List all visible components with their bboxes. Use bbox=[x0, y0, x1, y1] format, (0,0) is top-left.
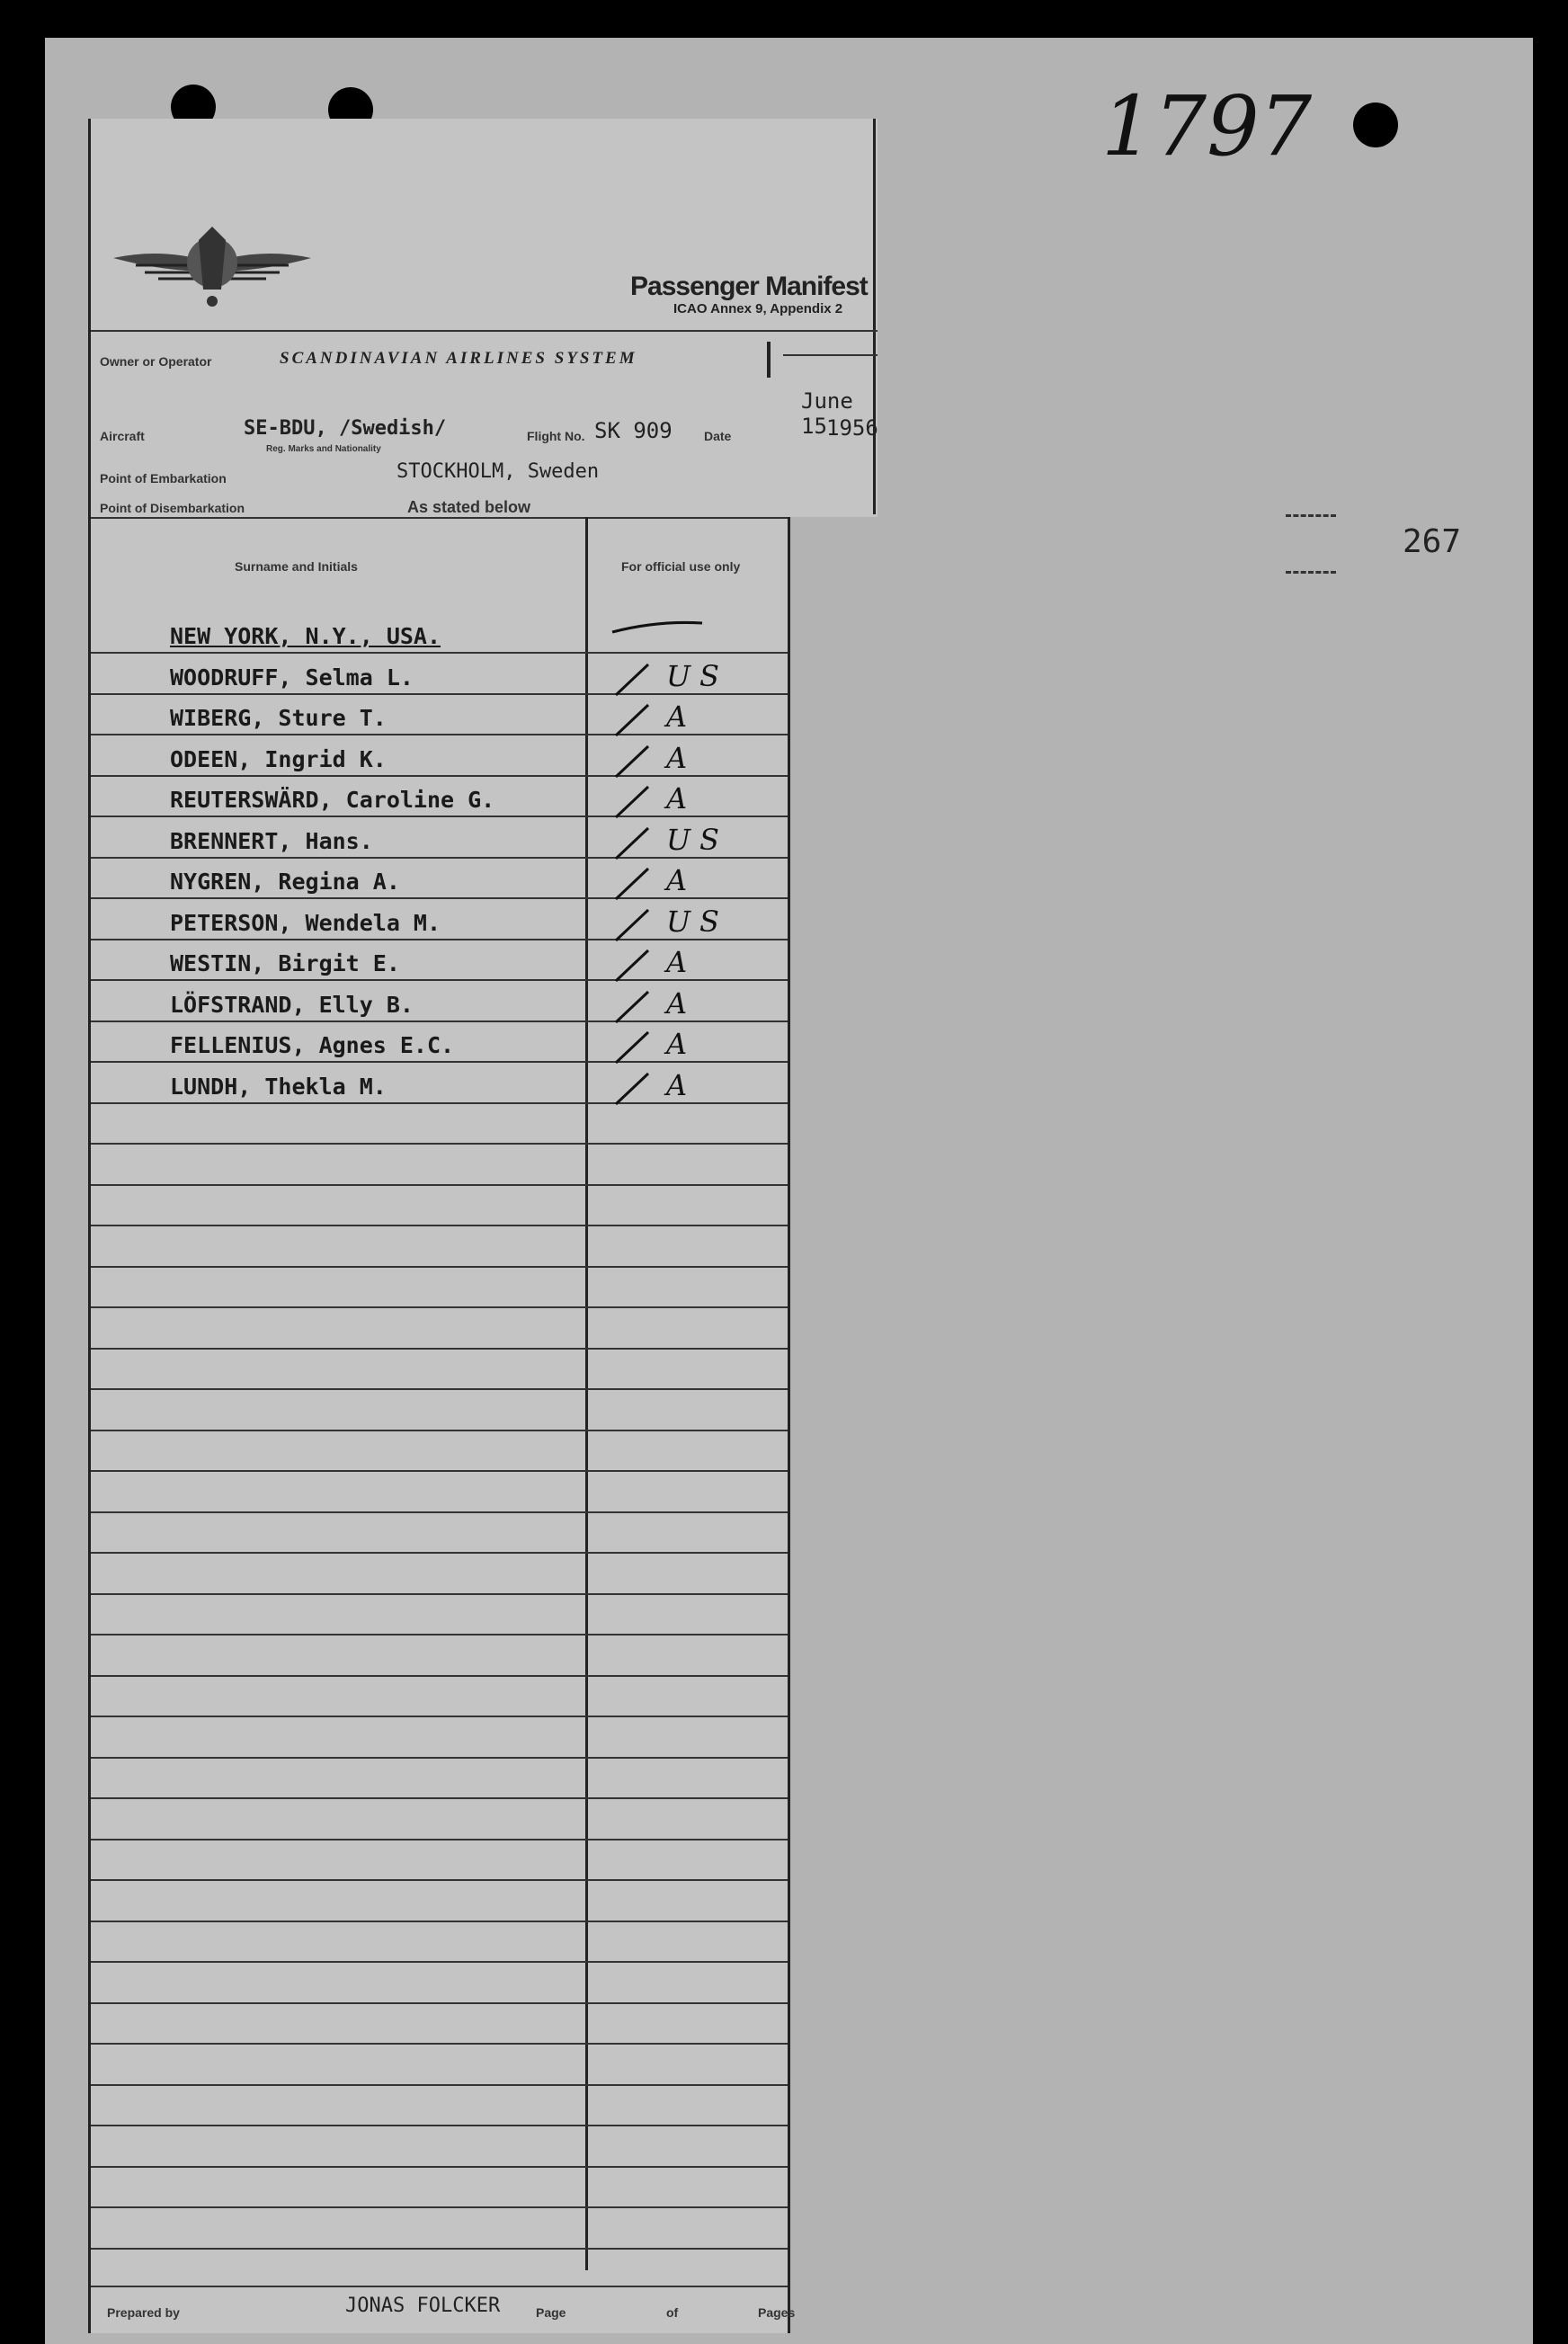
official-mark-code: A bbox=[666, 863, 697, 897]
table-row-rule bbox=[91, 1675, 788, 1677]
official-mark-code: A bbox=[666, 945, 697, 979]
passenger-name: PETERSON, Wendela M. bbox=[170, 909, 441, 936]
of-label: of bbox=[666, 2305, 679, 2320]
official-mark-code: A bbox=[666, 1027, 697, 1061]
table-row-rule bbox=[91, 2166, 788, 2168]
aircraft-label: Aircraft bbox=[100, 429, 145, 443]
date-month: June 15 bbox=[801, 388, 853, 439]
handwritten-number: 1797 bbox=[1101, 78, 1313, 174]
date-year: 1956 bbox=[826, 415, 878, 441]
owner-label: Owner or Operator bbox=[100, 354, 212, 369]
check-slash-icon bbox=[603, 616, 765, 657]
table-row-rule bbox=[91, 1306, 788, 1308]
official-mark-code: A bbox=[666, 781, 697, 815]
official-mark-code: US bbox=[666, 822, 728, 857]
column-header-official: For official use only bbox=[621, 559, 741, 574]
table-row-rule bbox=[91, 1430, 788, 1431]
official-mark bbox=[603, 861, 765, 899]
official-mark bbox=[603, 821, 765, 859]
official-mark bbox=[603, 698, 765, 735]
table-row-rule bbox=[91, 2084, 788, 2086]
official-mark-code: A bbox=[666, 985, 697, 1020]
date-label: Date bbox=[704, 429, 732, 443]
official-mark bbox=[603, 780, 765, 817]
form-right-edge bbox=[788, 517, 880, 2333]
passenger-name: NEW YORK, N.Y., USA. bbox=[170, 623, 441, 649]
passenger-name: REUTERSWÄRD, Caroline G. bbox=[170, 787, 495, 813]
official-mark bbox=[603, 657, 765, 695]
stamp-number: 267 bbox=[1403, 523, 1462, 560]
table-row-rule bbox=[91, 1797, 788, 1799]
table-row-rule bbox=[91, 1225, 788, 1226]
table-top-rule bbox=[91, 517, 878, 519]
table-row-rule bbox=[91, 1388, 788, 1390]
prepared-label: Prepared by bbox=[107, 2305, 180, 2320]
table-row-rule bbox=[91, 1143, 788, 1145]
column-header-names: Surname and Initials bbox=[235, 559, 358, 574]
official-mark bbox=[603, 1066, 765, 1104]
disembark-label: Point of Disembarkation bbox=[100, 501, 245, 515]
header-right-border bbox=[873, 119, 876, 514]
embark-label: Point of Embarkation bbox=[100, 471, 227, 486]
table-row-rule bbox=[91, 2248, 788, 2250]
prepared-rule bbox=[91, 2286, 788, 2287]
table-row-rule bbox=[91, 1634, 788, 1635]
disembark-value: As stated below bbox=[407, 498, 531, 516]
table-row-rule bbox=[91, 1757, 788, 1759]
official-mark-code: US bbox=[666, 904, 728, 939]
owner-value: SCANDINAVIAN AIRLINES SYSTEM bbox=[280, 349, 637, 368]
passenger-name: FELLENIUS, Agnes E.C. bbox=[170, 1032, 455, 1058]
reg-label: Reg. Marks and Nationality bbox=[266, 444, 381, 454]
passenger-name: NYGREN, Regina A. bbox=[170, 869, 400, 895]
pages-label: Pages bbox=[758, 2305, 796, 2320]
official-mark bbox=[603, 943, 765, 981]
table-row-rule bbox=[91, 2002, 788, 2004]
aircraft-value: SE-BDU, /Swedish/ bbox=[244, 417, 447, 440]
header-divider bbox=[91, 330, 878, 332]
official-mark bbox=[603, 739, 765, 777]
manifest-form bbox=[88, 119, 878, 2333]
table-row-rule bbox=[91, 1921, 788, 1922]
passenger-name: LÖFSTRAND, Elly B. bbox=[170, 991, 414, 1018]
official-mark bbox=[603, 1025, 765, 1063]
table-row-rule bbox=[91, 2206, 788, 2208]
official-mark bbox=[603, 985, 765, 1022]
table-row-rule bbox=[91, 1839, 788, 1840]
table-row-rule bbox=[91, 1348, 788, 1350]
passenger-name: LUNDH, Thekla M. bbox=[170, 1073, 387, 1100]
microfilm-sheet bbox=[45, 38, 1533, 2344]
owner-mark bbox=[767, 342, 771, 378]
table-row-rule bbox=[91, 2043, 788, 2045]
form-subtitle: ICAO Annex 9, Appendix 2 bbox=[673, 301, 843, 316]
official-mark bbox=[603, 903, 765, 940]
official-mark bbox=[603, 616, 765, 654]
owner-rule bbox=[783, 354, 878, 356]
flight-label: Flight No. bbox=[527, 429, 585, 443]
flight-value: SK 909 bbox=[594, 418, 673, 443]
table-row-rule bbox=[91, 1879, 788, 1881]
table-row-rule bbox=[91, 1511, 788, 1513]
passenger-name: ODEEN, Ingrid K. bbox=[170, 745, 387, 772]
table-row-rule bbox=[91, 1184, 788, 1186]
table-row-rule bbox=[91, 1961, 788, 1963]
table-row-rule bbox=[91, 1552, 788, 1554]
passenger-name: WESTIN, Birgit E. bbox=[170, 950, 400, 976]
passenger-name: WOODRUFF, Selma L. bbox=[170, 664, 414, 691]
punch-hole-3 bbox=[1353, 102, 1398, 147]
table-row-rule bbox=[91, 1593, 788, 1595]
form-title: Passenger Manifest bbox=[630, 272, 868, 301]
passenger-name: BRENNERT, Hans. bbox=[170, 827, 373, 854]
table-row-rule bbox=[91, 1470, 788, 1472]
embark-value: STOCKHOLM, Sweden bbox=[396, 460, 600, 483]
table-row-rule bbox=[91, 1716, 788, 1717]
official-mark-code: A bbox=[666, 700, 697, 734]
official-mark-code: A bbox=[666, 1067, 697, 1102]
official-mark-code: US bbox=[666, 658, 728, 693]
table-row-rule bbox=[91, 2125, 788, 2126]
stamp-marks bbox=[1286, 514, 1336, 574]
official-mark-code: A bbox=[666, 740, 697, 775]
airline-logo-icon bbox=[109, 222, 316, 307]
page-label: Page bbox=[536, 2305, 566, 2320]
passenger-name: WIBERG, Sture T. bbox=[170, 705, 387, 731]
prepared-value: JONAS FOLCKER bbox=[345, 2295, 501, 2317]
column-divider bbox=[585, 517, 588, 2270]
table-row-rule bbox=[91, 1266, 788, 1268]
